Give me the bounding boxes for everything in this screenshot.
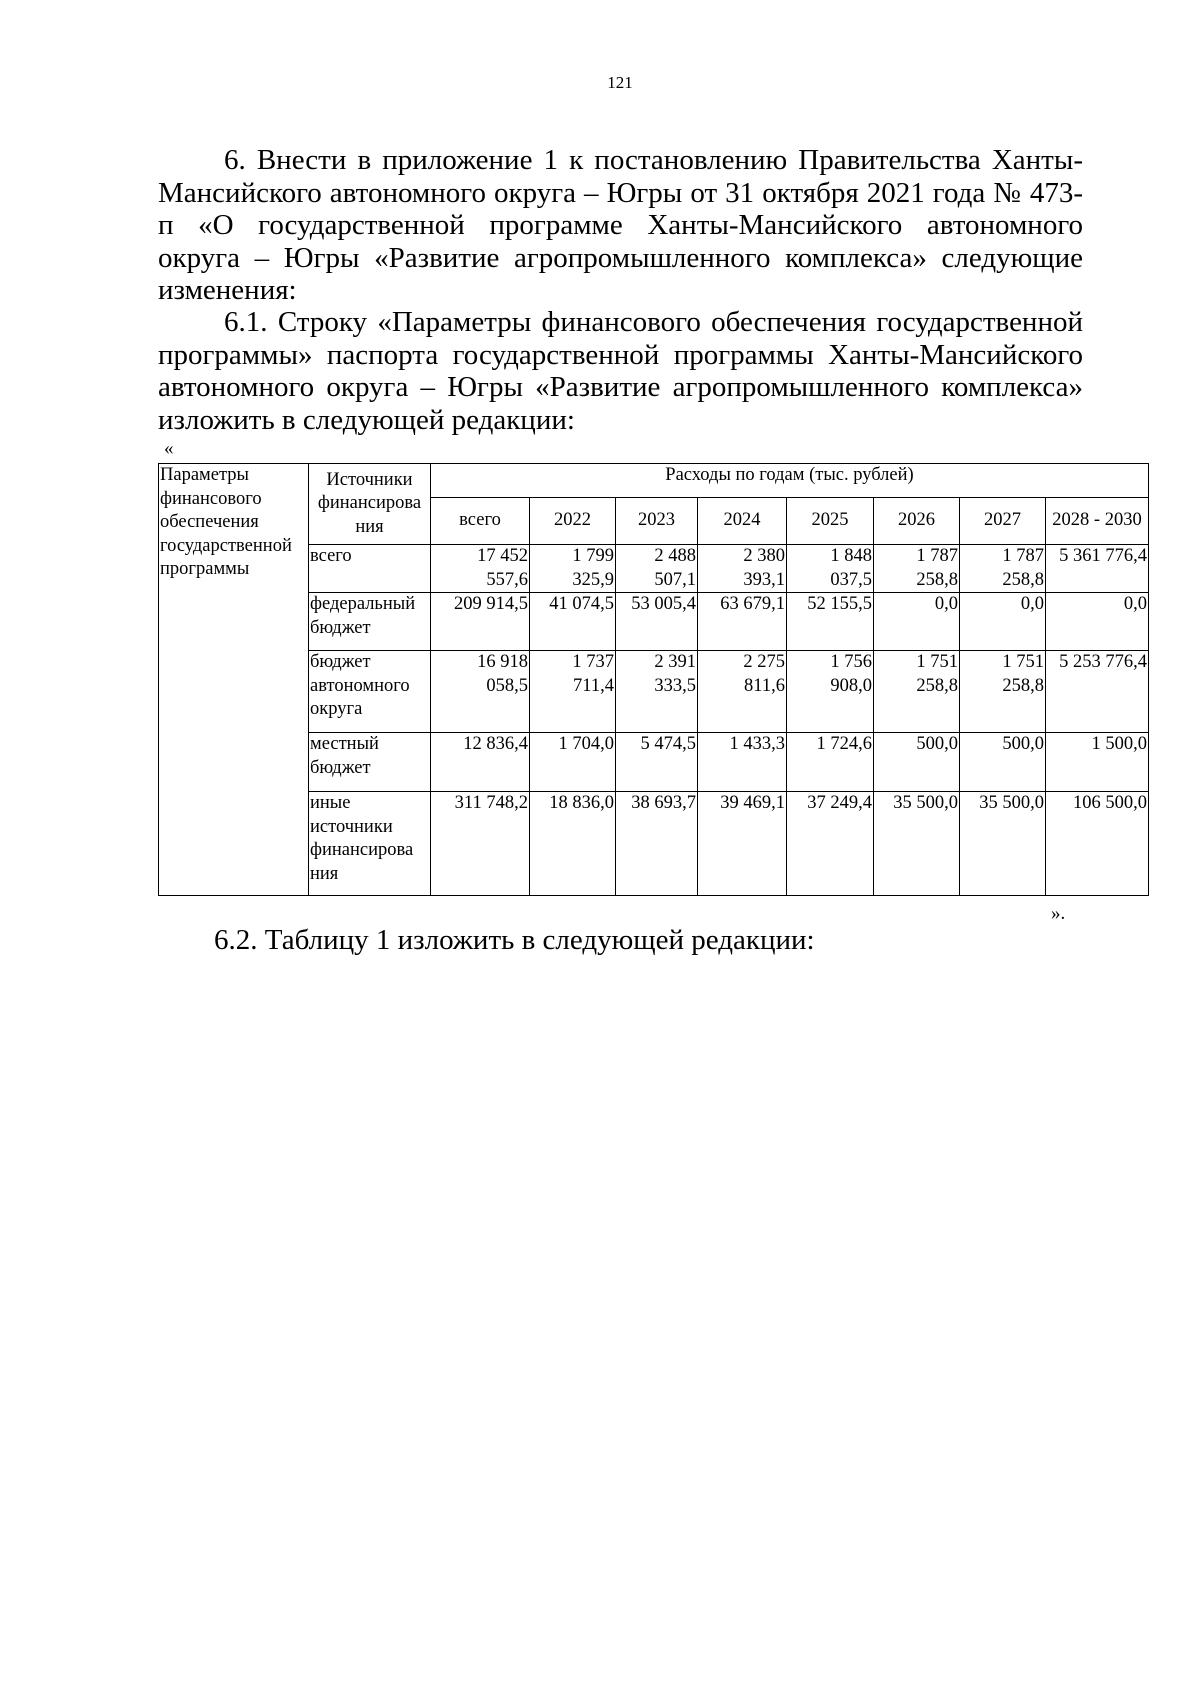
value-cell: 0,0 <box>1046 593 1149 651</box>
col-header-2022: 2022 <box>530 498 616 545</box>
sources-header: Источники финансирова ния <box>309 464 431 545</box>
value-cell: 1 848 037,5 <box>787 545 874 593</box>
value-cell: 41 074,5 <box>530 593 616 651</box>
paragraph-6-1 <box>158 306 1083 436</box>
value-cell: 311 748,2 <box>431 792 530 896</box>
value-cell: 5 361 776,4 <box>1046 545 1149 593</box>
source-label: федеральный бюджет <box>309 593 431 651</box>
value-cell: 2 275 811,6 <box>698 651 787 733</box>
col-header-2026: 2026 <box>874 498 960 545</box>
value-cell: 35 500,0 <box>874 792 960 896</box>
paragraph-6-text: 6. Внести в приложение 1 к постановлению Правительства Ханты-Мансийского автономного округа – Югры от 31 октября 2021 года № 473-п «О государственной программе Ханты-Мансийского автономного округа – Югры «Развитие агропромышленного комплекса» следующие изменения: <box>158 144 1083 306</box>
value-cell: 37 249,4 <box>787 792 874 896</box>
value-cell: 1 787 258,8 <box>874 545 960 593</box>
value-cell: 5 474,5 <box>616 733 698 792</box>
value-cell: 1 724,6 <box>787 733 874 792</box>
paragraph-6-1-text: 6.1. Строку «Параметры финансового обеспечения государственной программы» паспорта государственной программы Ханты-Мансийского автономного округа – Югры «Развитие агропромышленного комплекса» изложить в следующей редакции: <box>158 306 1083 436</box>
expenses-header: Расходы по годам (тыс. рублей) <box>431 464 1149 498</box>
source-label: всего <box>309 545 431 593</box>
value-cell: 2 391 333,5 <box>616 651 698 733</box>
value-cell: 18 836,0 <box>530 792 616 896</box>
value-cell: 2 488 507,1 <box>616 545 698 593</box>
value-cell: 1 737 711,4 <box>530 651 616 733</box>
value-cell: 1 433,3 <box>698 733 787 792</box>
value-cell: 1 756 908,0 <box>787 651 874 733</box>
value-cell: 39 469,1 <box>698 792 787 896</box>
col-header-2025: 2025 <box>787 498 874 545</box>
value-cell: 1 751 258,8 <box>960 651 1046 733</box>
opening-quote: « <box>164 438 174 459</box>
value-cell: 1 704,0 <box>530 733 616 792</box>
value-cell: 1 751 258,8 <box>874 651 960 733</box>
page-number: 121 <box>607 73 633 92</box>
value-cell: 38 693,7 <box>616 792 698 896</box>
value-cell: 0,0 <box>960 593 1046 651</box>
paragraph-6-2: 6.2. Таблицу 1 изложить в следующей редакции: <box>214 924 815 956</box>
col-header-2028-2030: 2028 - 2030 <box>1046 498 1149 545</box>
col-header-2024: 2024 <box>698 498 787 545</box>
paragraph-6 <box>158 144 1083 307</box>
source-label: бюджет автономного округа <box>309 651 431 733</box>
value-cell: 16 918 058,5 <box>431 651 530 733</box>
value-cell: 52 155,5 <box>787 593 874 651</box>
value-cell: 35 500,0 <box>960 792 1046 896</box>
value-cell: 1 799 325,9 <box>530 545 616 593</box>
source-label: иные источники финансирова ния <box>309 792 431 896</box>
value-cell: 106 500,0 <box>1046 792 1149 896</box>
closing-quote: ». <box>1051 903 1066 924</box>
value-cell: 17 452 557,6 <box>431 545 530 593</box>
value-cell: 2 380 393,1 <box>698 545 787 593</box>
col-header-total: всего <box>431 498 530 545</box>
col-header-2023: 2023 <box>616 498 698 545</box>
param-label-cell: Параметры финансового обеспечения государственной программы <box>159 464 309 896</box>
value-cell: 5 253 776,4 <box>1046 651 1149 733</box>
value-cell: 500,0 <box>874 733 960 792</box>
value-cell: 1 500,0 <box>1046 733 1149 792</box>
value-cell: 63 679,1 <box>698 593 787 651</box>
value-cell: 12 836,4 <box>431 733 530 792</box>
financing-table <box>158 463 1149 896</box>
source-label: местный бюджет <box>309 733 431 792</box>
value-cell: 209 914,5 <box>431 593 530 651</box>
value-cell: 0,0 <box>874 593 960 651</box>
value-cell: 1 787 258,8 <box>960 545 1046 593</box>
value-cell: 500,0 <box>960 733 1046 792</box>
col-header-2027: 2027 <box>960 498 1046 545</box>
value-cell: 53 005,4 <box>616 593 698 651</box>
